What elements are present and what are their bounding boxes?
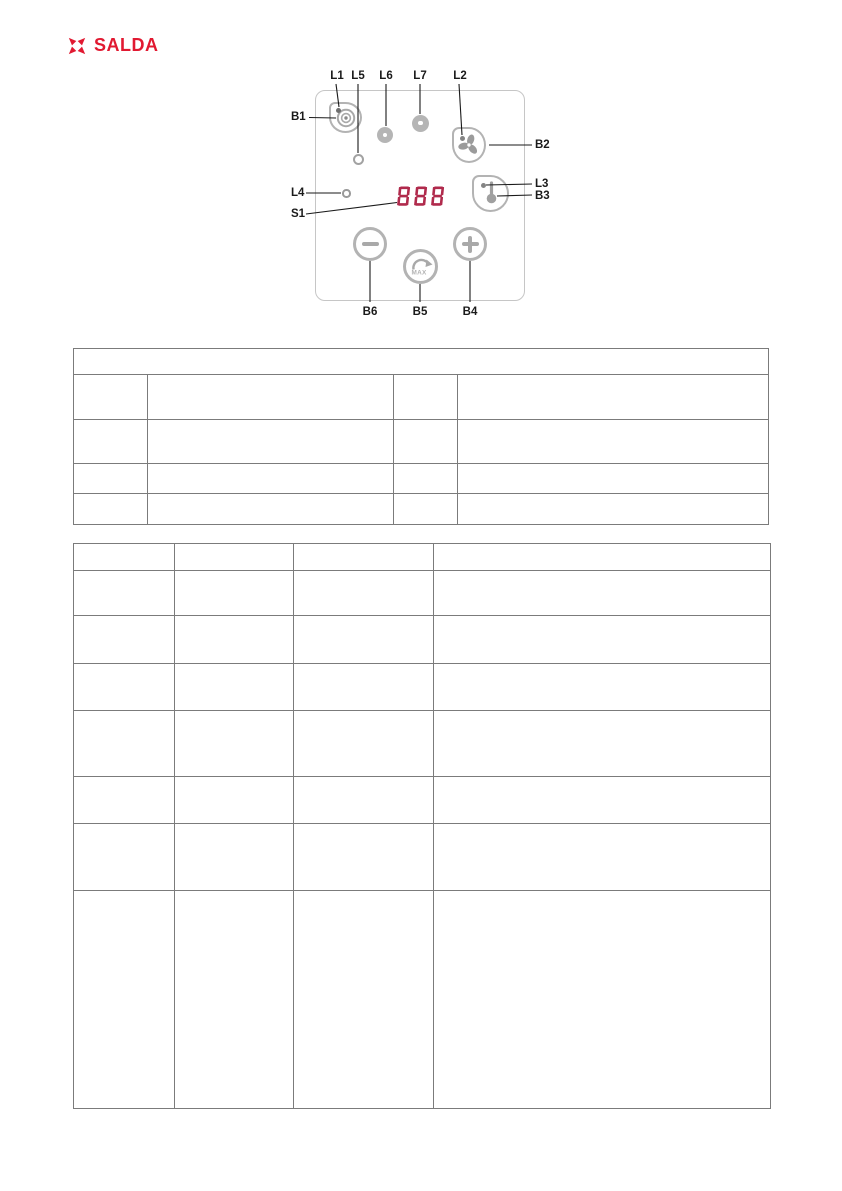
minus-icon [362, 242, 379, 247]
fan-led-indicator [460, 136, 465, 141]
table-cell [294, 616, 434, 664]
heater-button-illustration [472, 175, 509, 212]
table-cell [148, 464, 394, 494]
fan-icon [454, 129, 484, 161]
table-row [74, 777, 771, 824]
max-button-illustration [403, 249, 438, 284]
table-cell [175, 616, 294, 664]
l4-led-indicator [342, 189, 351, 198]
table-cell [175, 891, 294, 1109]
table-row [74, 544, 771, 571]
table-cell [458, 494, 769, 525]
label-s1: S1 [291, 207, 306, 220]
l6-led-indicator [377, 127, 393, 143]
table-cell [74, 711, 175, 777]
control-panel-diagram [0, 0, 842, 335]
max-button-label: MAX [411, 269, 427, 276]
plus-button-illustration [453, 227, 487, 261]
table-cell [458, 464, 769, 494]
table-cell [148, 420, 394, 464]
table-row [74, 711, 771, 777]
label-b5: B5 [412, 306, 428, 318]
label-b4: B4 [462, 306, 478, 318]
table-cell [458, 375, 769, 420]
table-cell [74, 824, 175, 891]
table-cell [74, 494, 148, 525]
table-row [74, 824, 771, 891]
seven-segment-display [396, 185, 448, 209]
table-cell [74, 891, 175, 1109]
table-cell [74, 571, 175, 616]
power-button-illustration [329, 102, 362, 133]
table-cell [294, 711, 434, 777]
table-row [74, 616, 771, 664]
table-cell [394, 420, 458, 464]
label-l3: L3 [535, 178, 549, 190]
power-led-indicator [336, 108, 341, 113]
heater-led-indicator [481, 183, 486, 188]
label-b6: B6 [362, 306, 378, 318]
label-b3: B3 [535, 189, 550, 202]
label-b1: B1 [291, 111, 306, 123]
table-row [74, 494, 769, 525]
table-cell [434, 571, 771, 616]
spec-table [73, 348, 769, 525]
label-l7: L7 [413, 70, 427, 82]
label-b2: B2 [535, 138, 550, 151]
table-cell [458, 420, 769, 464]
table-cell [74, 616, 175, 664]
max-arrow-icon [406, 252, 435, 281]
table-cell [434, 616, 771, 664]
table-cell [74, 375, 148, 420]
table-cell [175, 664, 294, 711]
label-l4: L4 [291, 187, 305, 199]
label-l6: L6 [379, 70, 393, 82]
description-table [73, 543, 771, 1109]
table-cell [175, 711, 294, 777]
table-cell [148, 494, 394, 525]
table-cell [434, 891, 771, 1109]
thermometer-icon [474, 177, 506, 209]
table-cell [434, 824, 771, 891]
table-cell [294, 544, 434, 571]
label-l2: L2 [453, 70, 467, 82]
table-cell [294, 664, 434, 711]
minus-button-illustration [353, 227, 387, 261]
table-cell [74, 464, 148, 494]
table-cell [294, 571, 434, 616]
l5-led-indicator [353, 154, 364, 165]
table-cell [175, 777, 294, 824]
spec-table-title-cell [74, 349, 769, 375]
table-cell [434, 664, 771, 711]
plus-icon [456, 230, 484, 258]
table-cell [394, 464, 458, 494]
table-row [74, 420, 769, 464]
table-cell [394, 494, 458, 525]
table-row [74, 464, 769, 494]
table-cell [74, 420, 148, 464]
label-l5: L5 [351, 70, 365, 82]
table-row [74, 349, 769, 375]
table-cell [175, 544, 294, 571]
table-row [74, 664, 771, 711]
table-cell [294, 824, 434, 891]
label-l1: L1 [330, 70, 344, 82]
table-cell [74, 544, 175, 571]
table-cell [175, 824, 294, 891]
table-cell [394, 375, 458, 420]
fan-button-illustration [452, 127, 486, 163]
table-cell [148, 375, 394, 420]
table-cell [294, 777, 434, 824]
table-row [74, 891, 771, 1109]
table-row [74, 571, 771, 616]
table-cell [74, 664, 175, 711]
table-row [74, 375, 769, 420]
table-cell [74, 777, 175, 824]
brand-name: SALDA [94, 35, 159, 55]
table-cell [434, 777, 771, 824]
l7-led-indicator [412, 115, 429, 132]
table-cell [434, 711, 771, 777]
table-cell [434, 544, 771, 571]
power-swirl-icon [331, 104, 360, 131]
table-cell [294, 891, 434, 1109]
table-cell [175, 571, 294, 616]
